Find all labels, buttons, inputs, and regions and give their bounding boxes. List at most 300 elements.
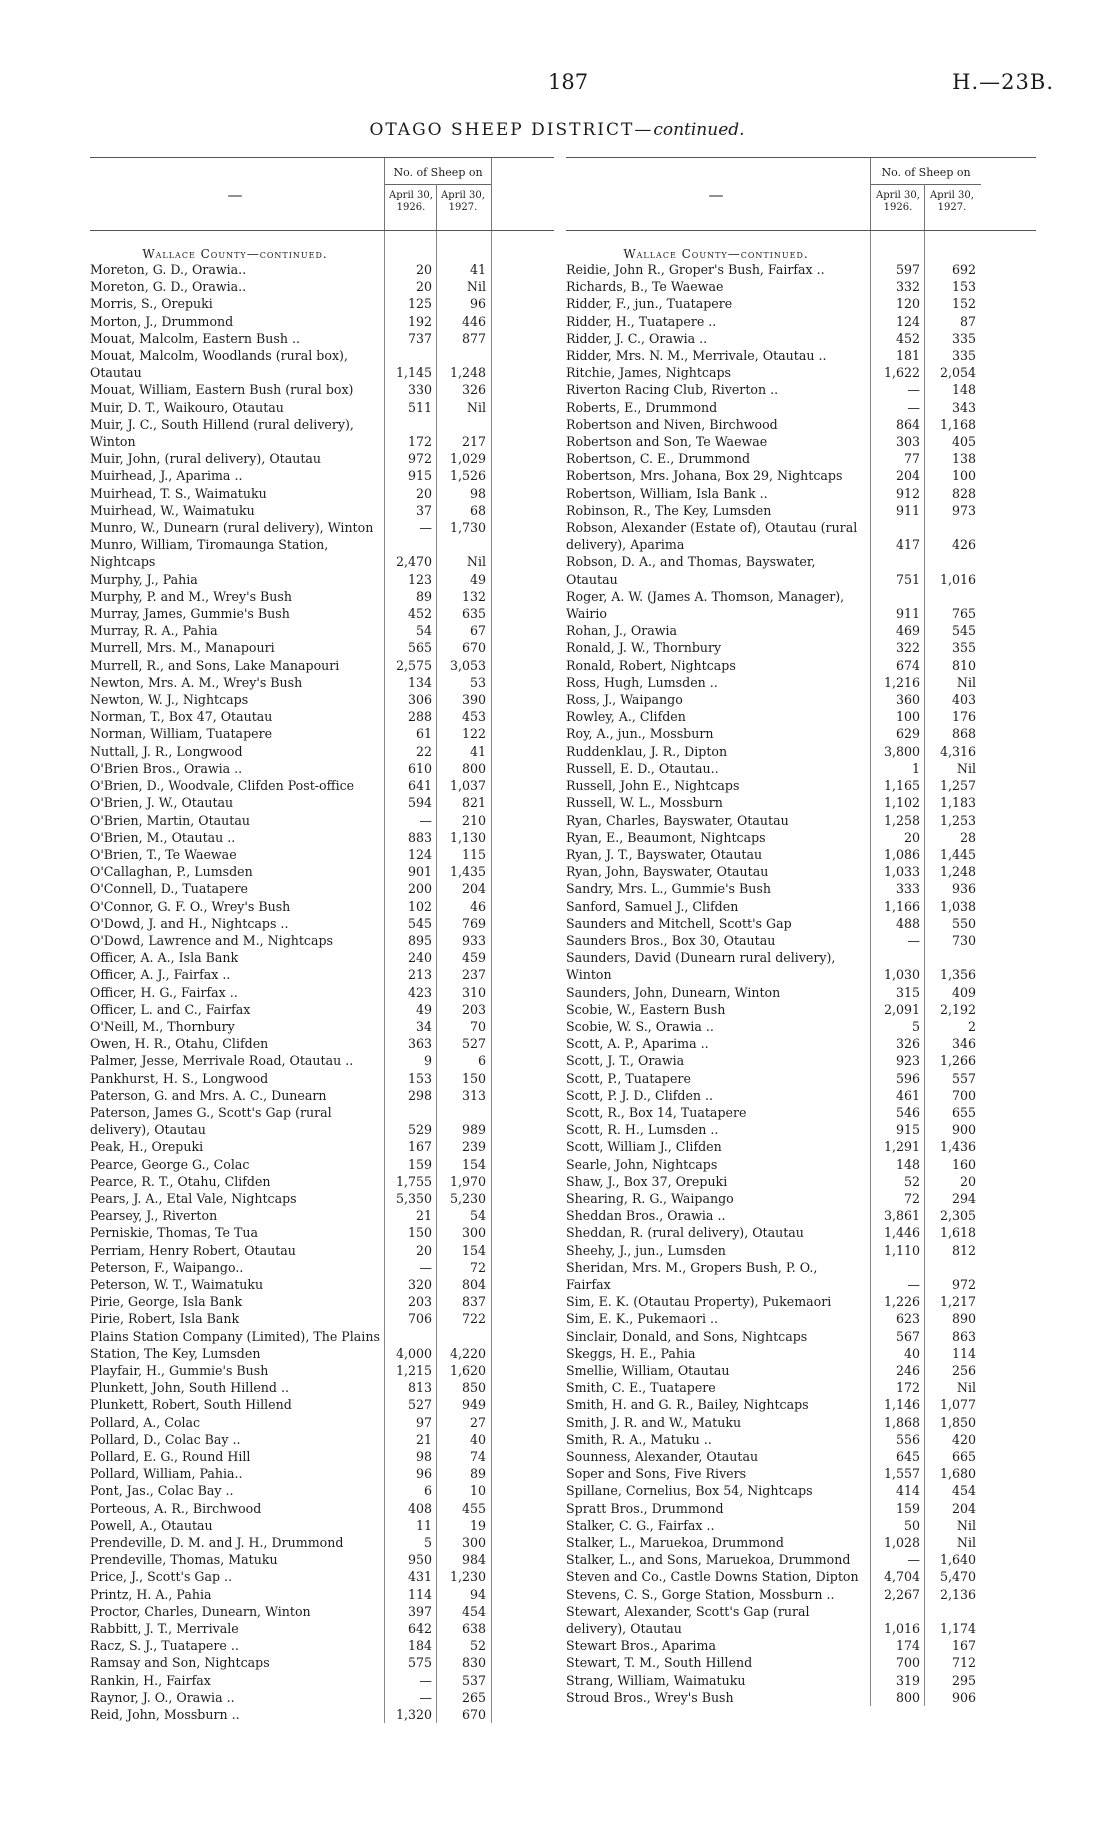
sheep-1926-cell: 3,861 (883, 1208, 920, 1224)
sheep-1927-cell: 87 (959, 313, 976, 329)
sheep-1927-cell: 769 (461, 915, 486, 931)
table-row (566, 1259, 1036, 1293)
sheep-1926-cell: 98 (415, 1449, 432, 1465)
sheep-1927-cell: 40 (469, 1431, 486, 1447)
sheep-1926-cell: 3,800 (883, 743, 920, 759)
holder-name-cell (90, 467, 380, 484)
header-divider-line (871, 184, 981, 185)
holder-name-cell (566, 1242, 866, 1259)
sheep-count-header: No. of Sheep on (393, 166, 483, 179)
holder-name: Pollard, E. G., Round Hill (90, 1449, 251, 1465)
table-row (90, 1190, 554, 1207)
holder-name-cell (90, 949, 380, 966)
holder-name: Smellie, William, Otautau (566, 1363, 730, 1378)
sheep-1926-cell: 72 (903, 1190, 920, 1206)
sheep-1926-cell: 172 (407, 434, 432, 450)
sheep-1927-cell: 203 (461, 1001, 486, 1017)
holder-name: O'Neill, M., Thornbury (90, 1018, 235, 1034)
section-heading: Wallace County—continued. (623, 247, 809, 261)
sheep-1926-cell: 181 (895, 348, 920, 364)
holder-name-cell (90, 657, 380, 674)
sheep-1927-cell: Nil (956, 760, 976, 776)
table-row (566, 1035, 1036, 1052)
sheep-1926-cell: 159 (895, 1500, 920, 1516)
holder-name: Saunders and Mitchell, Scott's Gap (566, 915, 792, 931)
table-row (90, 984, 554, 1001)
table-row (566, 1224, 1036, 1241)
holder-name: Sim, E. K., Pukemaori .. (566, 1311, 718, 1327)
holder-name: Stewart, T. M., South Hillend (566, 1655, 753, 1671)
holder-name: Smith, H. and G. R., Bailey, Nightcaps (566, 1397, 809, 1413)
holder-name: Muirhead, J., Aparima .. (90, 468, 243, 484)
sheep-1926-cell: 20 (903, 829, 920, 845)
holder-name: Muir, John, (rural delivery), Otautau (90, 451, 322, 467)
sheep-1926-cell: 597 (895, 262, 920, 277)
holder-name: O'Callaghan, P., Lumsden (90, 864, 253, 880)
holder-name-cell (566, 1500, 866, 1517)
sheep-1926-cell: 5 (911, 1018, 920, 1034)
holder-name-cell (566, 1328, 866, 1345)
sheep-1927-cell: 1,217 (939, 1294, 976, 1310)
sheep-1927-cell: 1,077 (939, 1397, 976, 1413)
sheep-1927-cell: 4,316 (939, 743, 976, 759)
table-row (566, 1396, 1036, 1413)
table-row (566, 1586, 1036, 1603)
sheep-1926-cell: 488 (895, 915, 920, 931)
holder-name: Murrell, R., and Sons, Lake Manapouri (90, 657, 340, 673)
sheep-1927-cell: 1,183 (939, 795, 976, 811)
holder-name: Pearce, R. T., Otahu, Clifden (90, 1173, 271, 1189)
table-row (566, 1482, 1036, 1499)
sheep-1926-cell: 1,258 (883, 812, 920, 828)
table-row (566, 1052, 1036, 1069)
table-row (90, 743, 554, 760)
table-row (90, 1603, 554, 1620)
holder-name-cell (90, 760, 380, 777)
table-row (90, 1465, 554, 1482)
sheep-1926-cell: 332 (895, 279, 920, 295)
left-table (90, 157, 554, 1723)
sheep-1927-cell: 1,130 (449, 829, 486, 845)
sheep-1927-cell: Nil (956, 1535, 976, 1551)
holder-name: Newton, W. J., Nightcaps (90, 692, 249, 708)
holder-name: Playfair, H., Gummie's Bush (90, 1363, 269, 1378)
sheep-1927-cell: 1,248 (449, 365, 486, 381)
holder-name: Searle, John, Nightcaps (566, 1156, 718, 1172)
holder-name-cell (90, 743, 380, 760)
table-row (566, 691, 1036, 708)
sheep-1927-cell: 160 (951, 1156, 976, 1172)
sheep-1927-cell: 446 (461, 313, 486, 329)
table-row (566, 1431, 1036, 1448)
holder-name-cell (566, 1345, 866, 1362)
sheep-1926-cell: 1,226 (883, 1294, 920, 1310)
sheep-1926-cell: 20 (415, 262, 432, 277)
column-1927-header: April 30, 1927. (930, 190, 974, 213)
holder-name-cell (90, 1087, 380, 1104)
holder-name-cell (566, 1259, 866, 1293)
table-row (90, 1018, 554, 1035)
holder-name: Norman, William, Tuatapere (90, 726, 273, 742)
sheep-1927-cell: 804 (461, 1276, 486, 1292)
holder-name-cell (90, 1637, 380, 1654)
sheep-1927-cell: 426 (951, 537, 976, 553)
holder-name: O'Brien, M., Otautau .. (90, 829, 236, 845)
holder-name-cell (90, 829, 380, 846)
holder-name: Richards, B., Te Waewae (566, 279, 724, 295)
sheep-1927-cell: 2 (967, 1018, 976, 1034)
holder-name: Stalker, L., Maruekoa, Drummond (566, 1535, 784, 1551)
table-row (90, 1001, 554, 1018)
sheep-1927-cell: 906 (951, 1689, 976, 1705)
holder-name: Murrell, Mrs. M., Manapouri (90, 640, 275, 656)
sheep-1926-cell: 972 (407, 451, 432, 467)
sheep-1926-cell: — (419, 1672, 432, 1688)
sheep-1926-cell: 1,868 (883, 1414, 920, 1430)
table-row (90, 1104, 554, 1138)
sheep-1926-cell: 148 (895, 1156, 920, 1172)
right-table (566, 157, 1036, 1706)
table-row (90, 1035, 554, 1052)
table-row (90, 536, 554, 570)
table-row (566, 1293, 1036, 1310)
holder-name-cell (90, 794, 380, 811)
sheep-1926-cell: 5 (423, 1535, 432, 1551)
table-row (566, 295, 1036, 312)
holder-name: Proctor, Charles, Dunearn, Winton (90, 1603, 311, 1619)
holder-name: Smith, C. E., Tuatapere (566, 1380, 716, 1396)
sheep-1926-cell: 134 (407, 674, 432, 690)
sheep-1927-cell: 1,680 (939, 1466, 976, 1482)
holder-name: Russell, E. D., Otautau.. (566, 760, 719, 776)
title-main: OTAGO SHEEP DISTRICT— (369, 120, 654, 140)
table-row (90, 295, 554, 312)
table-row (90, 347, 554, 381)
sheep-1927-cell: 10 (469, 1483, 486, 1499)
sheep-1927-cell: 27 (469, 1414, 486, 1430)
holder-name: Murphy, J., Pahia (90, 571, 198, 587)
sheep-1927-cell: 550 (951, 915, 976, 931)
sheep-1926-cell: 9 (423, 1053, 432, 1069)
sheep-1926-cell: 641 (407, 778, 432, 794)
holder-name: Pearsey, J., Riverton (90, 1208, 218, 1224)
holder-name-cell (566, 932, 866, 949)
table-row (90, 846, 554, 863)
holder-name-cell (566, 467, 866, 484)
holder-name: Reidie, John R., Groper's Bush, Fairfax .. (566, 262, 825, 277)
holder-name-cell (566, 261, 866, 278)
holder-name-cell (566, 898, 866, 915)
sheep-1926-cell: 2,091 (883, 1001, 920, 1017)
table-row (90, 1637, 554, 1654)
sheep-1926-cell: 556 (895, 1431, 920, 1447)
sheep-1926-cell: 1,016 (883, 1621, 920, 1637)
rows-container (566, 261, 1036, 1706)
sheep-1927-cell: 933 (461, 932, 486, 948)
holder-name: O'Dowd, J. and H., Nightcaps .. (90, 915, 289, 931)
table-row (90, 1689, 554, 1706)
table-body (90, 231, 554, 1723)
holder-name: Skeggs, H. E., Pahia (566, 1345, 696, 1361)
sheep-1927-cell: 936 (951, 881, 976, 897)
holder-name-cell (566, 1138, 866, 1155)
sheep-1927-cell: 453 (461, 709, 486, 725)
holder-name-cell (90, 536, 380, 570)
page-title (0, 120, 1114, 140)
holder-name: Morton, J., Drummond (90, 313, 234, 329)
sheep-1927-cell: 712 (951, 1655, 976, 1671)
holder-name-cell (566, 794, 866, 811)
holder-name: Palmer, Jesse, Merrivale Road, Otautau .. (90, 1053, 354, 1069)
holder-name-cell (566, 1672, 866, 1689)
table-row (566, 502, 1036, 519)
holder-name-cell (90, 1138, 380, 1155)
table-row (90, 1517, 554, 1534)
holder-name-cell (566, 1414, 866, 1431)
header-divider (384, 158, 385, 230)
holder-name: Muirhead, W., Waimatuku (90, 502, 255, 518)
sheep-1927-cell: 868 (951, 726, 976, 742)
sheep-1927-cell: 890 (951, 1311, 976, 1327)
table-row (90, 1052, 554, 1069)
holder-name: Porteous, A. R., Birchwood (90, 1500, 262, 1516)
sheep-1927-cell: 204 (461, 881, 486, 897)
table-body (566, 231, 1036, 1706)
table-row (566, 1310, 1036, 1327)
sheep-1927-cell: 1,037 (449, 778, 486, 794)
sheep-1927-cell: 52 (469, 1638, 486, 1654)
holder-name-cell (90, 295, 380, 312)
sheep-1926-cell: 527 (407, 1397, 432, 1413)
sheep-1927-cell: 1,168 (939, 416, 976, 432)
column-1926-header: April 30, 1926. (389, 190, 433, 213)
sheep-1927-cell: 1,730 (449, 520, 486, 536)
sheep-1927-cell: 403 (951, 692, 976, 708)
sheep-1927-cell: 2,192 (939, 1001, 976, 1017)
sheep-1926-cell: — (907, 382, 920, 398)
holder-name-cell (90, 1070, 380, 1087)
holder-name-cell (566, 399, 866, 416)
table-row (90, 330, 554, 347)
holder-name: Ramsay and Son, Nightcaps (90, 1655, 270, 1671)
sheep-1927-cell: Nil (956, 1517, 976, 1533)
holder-name-cell (566, 1156, 866, 1173)
holder-name-cell (566, 1482, 866, 1499)
sheep-1927-cell: 67 (469, 623, 486, 639)
sheep-1927-cell: 310 (461, 984, 486, 1000)
table-row (90, 725, 554, 742)
sheep-1926-cell: 240 (407, 950, 432, 966)
table-row (566, 812, 1036, 829)
table-row (566, 984, 1036, 1001)
sheep-1926-cell: 912 (895, 485, 920, 501)
sheep-1927-cell: 154 (461, 1156, 486, 1172)
table-row (90, 812, 554, 829)
sheep-1927-cell: 700 (951, 1087, 976, 1103)
table-row (90, 313, 554, 330)
table-row (90, 261, 554, 278)
holder-name: Mouat, Malcolm, Eastern Bush .. (90, 330, 300, 346)
holder-name: Scott, P. J. D., Clifden .. (566, 1087, 714, 1103)
table-row (566, 450, 1036, 467)
table-row (566, 829, 1036, 846)
table-row (90, 1448, 554, 1465)
table-row (90, 450, 554, 467)
holder-name: Pankhurst, H. S., Longwood (90, 1070, 269, 1086)
sheep-1927-cell: 313 (461, 1087, 486, 1103)
sheep-1927-cell: 72 (469, 1259, 486, 1275)
sheep-1926-cell: 1,320 (395, 1707, 432, 1723)
sheep-1927-cell: 89 (469, 1466, 486, 1482)
sheep-1927-cell: 96 (469, 296, 486, 312)
holder-name-cell (90, 1052, 380, 1069)
table-row (566, 1156, 1036, 1173)
holder-name: Paterson, G. and Mrs. A. C., Dunearn (90, 1087, 327, 1103)
holder-name-cell (90, 1654, 380, 1671)
sheep-1927-cell: 635 (461, 606, 486, 622)
sheep-1926-cell: 11 (415, 1517, 432, 1533)
table-row (566, 1070, 1036, 1087)
sheep-1926-cell: 915 (407, 468, 432, 484)
sheep-1927-cell: Nil (956, 1380, 976, 1396)
holder-name-cell (90, 1035, 380, 1052)
sheep-1926-cell: 1,166 (883, 898, 920, 914)
holder-name: Powell, A., Otautau (90, 1517, 213, 1533)
table-row (566, 467, 1036, 484)
sheep-1927-cell: 1,445 (939, 846, 976, 862)
table-row (566, 1328, 1036, 1345)
sheep-1927-cell: 3,053 (449, 657, 486, 673)
table-row (90, 1259, 554, 1276)
holder-name: Price, J., Scott's Gap .. (90, 1569, 233, 1585)
holder-name-cell (90, 416, 380, 450)
document-code: H.—23B. (952, 70, 1054, 94)
sheep-1926-cell: 461 (895, 1087, 920, 1103)
sheep-1927-cell: 527 (461, 1036, 486, 1052)
holder-name-cell (90, 915, 380, 932)
holder-name: Rankin, H., Fairfax (90, 1672, 211, 1688)
holder-name-cell (566, 829, 866, 846)
sheep-1926-cell: 124 (407, 846, 432, 862)
sheep-1926-cell: 89 (415, 588, 432, 604)
column-1927-header: April 30, 1927. (441, 190, 485, 213)
sheep-1927-cell: 115 (461, 846, 486, 862)
holder-name: Sheridan, Mrs. M., Gropers Bush, P. O., Fairfax (566, 1259, 818, 1292)
sheep-1927-cell: 810 (951, 657, 976, 673)
sheep-1927-cell: 2,054 (939, 365, 976, 381)
sheep-1926-cell: 246 (895, 1363, 920, 1378)
sheep-1926-cell: 96 (415, 1466, 432, 1482)
holder-name: Plains Station Company (Limited), The Plains Station, The Key, Lumsden (90, 1328, 380, 1361)
holder-name-cell (90, 1414, 380, 1431)
sheep-1926-cell: 1,146 (883, 1397, 920, 1413)
holder-name: Ryan, J. T., Bayswater, Otautau (566, 846, 763, 862)
holder-name-cell (90, 571, 380, 588)
holder-name: Saunders, John, Dunearn, Winton (566, 984, 781, 1000)
holder-name-cell (90, 1534, 380, 1551)
sheep-1927-cell: 148 (951, 382, 976, 398)
sheep-1926-cell: 1,165 (883, 778, 920, 794)
sheep-1927-cell: 900 (951, 1122, 976, 1138)
holder-name-cell (90, 1190, 380, 1207)
holder-name: Ryan, John, Bayswater, Otautau (566, 864, 769, 880)
table-row (566, 278, 1036, 295)
sheep-1927-cell: 46 (469, 898, 486, 914)
sheep-1926-cell: 213 (407, 967, 432, 983)
holder-name-cell (90, 863, 380, 880)
holder-name-cell (90, 966, 380, 983)
table-row (90, 932, 554, 949)
sheep-1926-cell: 895 (407, 932, 432, 948)
table-row (566, 313, 1036, 330)
name-column-header: — (227, 186, 243, 204)
holder-name: Smith, R. A., Matuku .. (566, 1431, 712, 1447)
table-row (566, 880, 1036, 897)
holder-name-cell (90, 588, 380, 605)
sheep-1927-cell: 122 (461, 726, 486, 742)
holder-name-cell (90, 880, 380, 897)
sheep-1926-cell: 1,033 (883, 864, 920, 880)
table-row (90, 1706, 554, 1723)
sheep-1927-cell: 670 (461, 1707, 486, 1723)
holder-name: Roger, A. W. (James A. Thomson, Manager), Wairio (566, 588, 845, 622)
sheep-1926-cell: 20 (415, 279, 432, 295)
sheep-1927-cell: 204 (951, 1500, 976, 1516)
sheep-1927-cell: 138 (951, 451, 976, 467)
sheep-1927-cell: 355 (951, 640, 976, 656)
table-row (90, 605, 554, 622)
holder-name: Scobie, W., Eastern Bush (566, 1001, 726, 1017)
holder-name: Mouat, William, Eastern Bush (rural box) (90, 382, 354, 398)
holder-name-cell (90, 450, 380, 467)
holder-name-cell (90, 932, 380, 949)
holder-name: Scott, A. P., Aparima .. (566, 1036, 709, 1052)
holder-name: Pollard, D., Colac Bay .. (90, 1431, 241, 1447)
table-row (90, 1310, 554, 1327)
holder-name-cell (566, 433, 866, 450)
sheep-1927-cell: 19 (469, 1517, 486, 1533)
holder-name: Robertson, William, Isla Bank .. (566, 485, 768, 501)
holder-name-cell (90, 1620, 380, 1637)
sheep-1927-cell: 6 (477, 1053, 486, 1069)
sheep-1927-cell: 1,248 (939, 864, 976, 880)
sheep-1927-cell: 343 (951, 399, 976, 415)
holder-name-cell (90, 1259, 380, 1276)
sheep-1926-cell: 414 (895, 1483, 920, 1499)
sheep-1926-cell: 97 (415, 1414, 432, 1430)
holder-name: Shearing, R. G., Waipango (566, 1190, 734, 1206)
sheep-1926-cell: 34 (415, 1018, 432, 1034)
table-row (566, 553, 1036, 587)
holder-name: Paterson, James G., Scott's Gap (rural delivery), Otautau (90, 1104, 332, 1138)
holder-name-cell (90, 846, 380, 863)
sheep-1926-cell: 159 (407, 1156, 432, 1172)
table-row (90, 1293, 554, 1310)
holder-name: Murray, R. A., Pahia (90, 623, 218, 639)
sheep-1926-cell: 737 (407, 330, 432, 346)
sheep-1926-cell: 565 (407, 640, 432, 656)
sheep-1927-cell: 800 (461, 760, 486, 776)
sheep-1926-cell: 124 (895, 313, 920, 329)
sheep-1927-cell: 949 (461, 1397, 486, 1413)
sheep-1926-cell: 298 (407, 1087, 432, 1103)
sheep-1927-cell: 821 (461, 795, 486, 811)
holder-name-cell (566, 330, 866, 347)
sheep-1927-cell: 1,850 (939, 1414, 976, 1430)
sheep-1926-cell: 596 (895, 1070, 920, 1086)
sheep-1926-cell: 2,470 (395, 554, 432, 570)
table-row (90, 622, 554, 639)
